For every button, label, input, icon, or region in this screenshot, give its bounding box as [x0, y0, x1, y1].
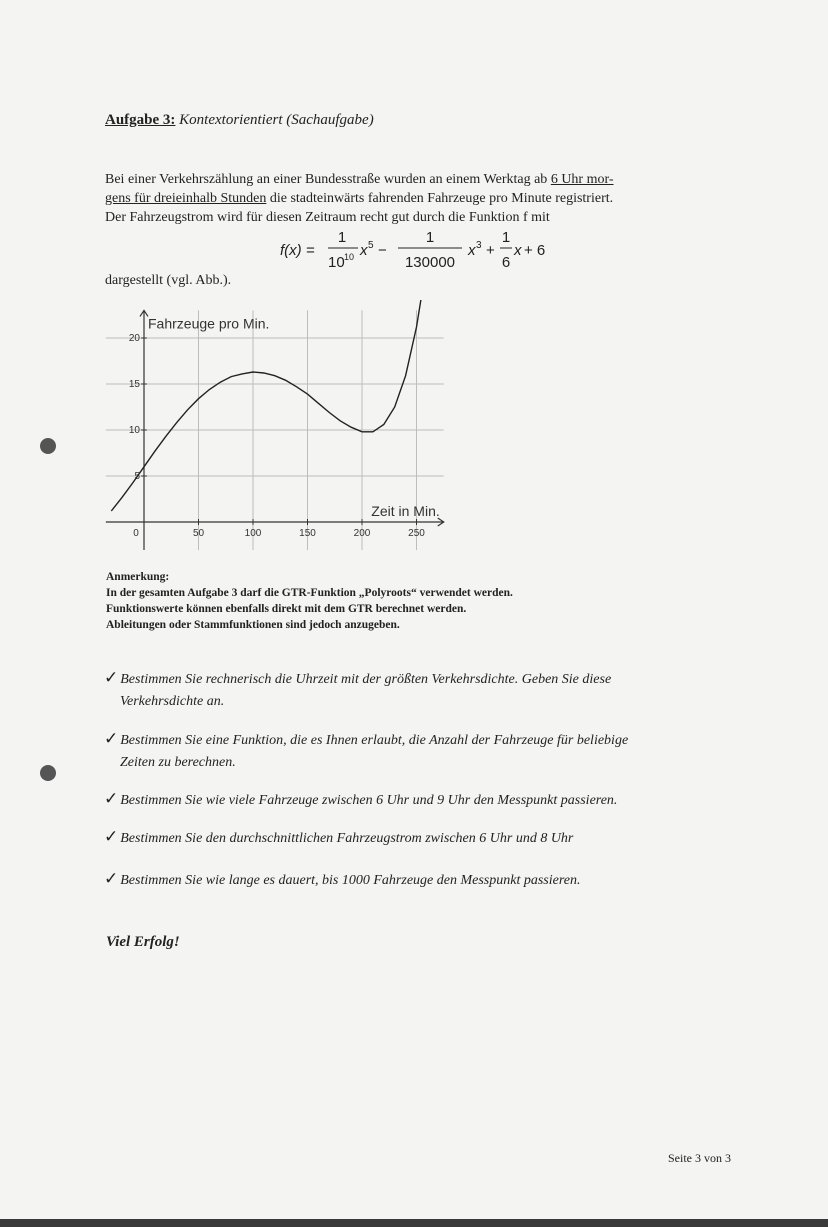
task-d-text: Bestimmen Sie den durchschnittlichen Fahrzeugstrom zwischen 6 Uhr und 8 Uhr	[120, 831, 574, 846]
task-b-text: Bestimmen Sie eine Funktion, die es Ihnen erlaubt, die Anzahl der Fahrzeuge für beliebige	[120, 733, 629, 748]
x-tick-label: 50	[192, 528, 205, 539]
check-icon: ✓	[104, 729, 119, 748]
t1-den-exponent: 10	[344, 252, 355, 262]
task-heading	[105, 112, 374, 129]
note-title: Anmerkung:	[106, 571, 170, 583]
x-tick-label: 150	[299, 528, 316, 539]
task-e	[104, 868, 581, 892]
x-tick-label: 250	[408, 528, 425, 539]
formula-svg	[280, 230, 570, 278]
intro-underlined: gens für dreieinhalb Stunden	[105, 191, 267, 206]
note-line: Funktionswerte können ebenfalls direkt mit dem GTR berechnet werden.	[106, 603, 467, 615]
t1-exponent: 5	[368, 240, 374, 251]
intro-text: Bei einer Verkehrszählung an einer Bundesstraße wurden an einem Werktag ab	[105, 172, 551, 187]
intro-underlined: 6 Uhr mor-	[550, 172, 614, 187]
note-block	[106, 569, 513, 633]
y-tick-label: 5	[134, 471, 140, 482]
formula-lhs: f(x) =	[280, 242, 315, 259]
task-subtitle: Kontextorientiert (Sachaufgabe)	[179, 112, 374, 128]
task-a-text: Bestimmen Sie rechnerisch die Uhrzeit mit der größten Verkehrsdichte. Geben Sie diese	[120, 672, 612, 687]
y-tick-label: 20	[128, 333, 140, 344]
t2-denominator: 130000	[404, 254, 456, 271]
scan-edge	[0, 1219, 828, 1227]
function-curve	[111, 300, 422, 511]
x-tick-label: 100	[244, 528, 262, 539]
check-icon: ✓	[104, 668, 119, 687]
x-axis-label: Zeit in Min.	[371, 503, 440, 519]
function-graph	[100, 300, 470, 550]
t2-variable: x	[468, 242, 476, 259]
y-tick-label: 10	[128, 425, 140, 436]
t2-numerator: 1	[425, 229, 435, 246]
task-d	[104, 826, 573, 850]
t2-exponent: 3	[476, 240, 482, 251]
task-a	[104, 667, 611, 713]
t3-variable: x	[514, 242, 522, 259]
intro-paragraph	[105, 170, 717, 227]
t1-numerator: 1	[337, 229, 347, 246]
check-icon: ✓	[104, 789, 119, 808]
minus-sign: −	[378, 242, 387, 259]
x-tick-label: 0	[133, 528, 139, 539]
y-axis-label: Fahrzeuge pro Min.	[148, 315, 270, 332]
closing-text: Viel Erfolg!	[106, 934, 180, 950]
task-c-text: Bestimmen Sie wie viele Fahrzeuge zwischen 6 Uhr und 9 Uhr den Messpunkt passieren.	[120, 793, 618, 808]
task-a-text-cont: Verkehrsdichte an.	[120, 694, 225, 709]
x-tick-label: 200	[353, 528, 371, 539]
plus-sign: +	[486, 242, 495, 259]
task-c	[104, 788, 617, 812]
figure-reference: dargestellt (vgl. Abb.).	[105, 273, 232, 288]
note-line: In der gesamten Aufgabe 3 darf die GTR-Funktion „Polyroots“ verwendet werden.	[106, 587, 513, 599]
intro-text: Der Fahrzeugstrom wird für diesen Zeitraum recht gut durch die Funktion f mit	[105, 210, 550, 225]
note-line: Ableitungen oder Stammfunktionen sind jedoch anzugeben.	[106, 619, 400, 631]
check-icon: ✓	[104, 869, 119, 888]
punch-hole	[40, 765, 56, 781]
task-b-text-cont: Zeiten zu berechnen.	[120, 755, 236, 770]
task-e-text: Bestimmen Sie wie lange es dauert, bis 1000 Fahrzeuge den Messpunkt passieren.	[120, 873, 581, 888]
punch-hole	[40, 438, 56, 454]
task-b	[104, 728, 628, 774]
t3-numerator: 1	[501, 229, 511, 246]
y-tick-label: 15	[128, 379, 140, 390]
t1-variable: x	[360, 242, 368, 259]
t1-denominator: 10	[328, 254, 345, 271]
t3-denominator: 6	[501, 254, 511, 271]
intro-text: die stadteinwärts fahrenden Fahrzeuge pro Minute registriert.	[266, 191, 614, 206]
page-number: Seite 3 von 3	[668, 1151, 731, 1165]
check-icon: ✓	[104, 827, 119, 846]
formula-tail: + 6	[524, 242, 546, 259]
task-number: Aufgabe 3:	[105, 112, 176, 128]
